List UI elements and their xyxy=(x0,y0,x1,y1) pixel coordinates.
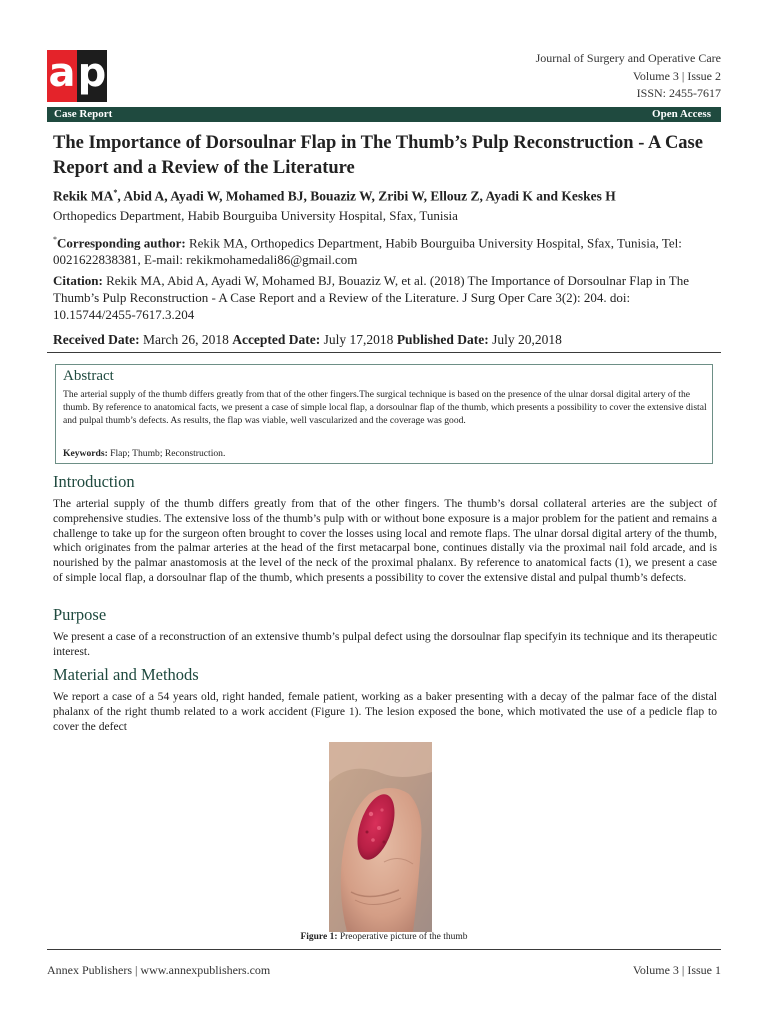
introduction-heading: Introduction xyxy=(53,472,135,491)
article-type-band xyxy=(47,107,721,122)
figure-label: Figure 1: xyxy=(300,932,338,942)
affiliation: Orthopedics Department, Habib Bourguiba University Hospital, Sfax, Tunisia xyxy=(53,208,458,223)
journal-issn: ISSN: 2455-7617 xyxy=(636,86,721,100)
keywords-text: Flap; Thumb; Reconstruction. xyxy=(107,448,226,459)
article-dates xyxy=(53,331,721,349)
other-authors: , Abid A, Ayadi W, Mohamed BJ, Bouaziz W, Zribi W, Ellouz Z, Ayadi K and Keskes H xyxy=(117,188,616,204)
journal-info xyxy=(536,50,721,103)
received-date: March 26, 2018 xyxy=(139,332,233,347)
publisher-logo xyxy=(47,50,107,102)
open-access-label: Open Access xyxy=(652,108,711,120)
methods-heading: Material and Methods xyxy=(53,665,199,684)
corr-label: Corresponding author: xyxy=(57,235,186,251)
preoperative-thumb-photo xyxy=(329,742,432,932)
accepted-label: Accepted Date: xyxy=(232,332,321,347)
keywords xyxy=(63,447,707,460)
keywords-label: Keywords: xyxy=(63,448,108,459)
citation-label: Citation: xyxy=(53,273,103,288)
received-label: Received Date: xyxy=(53,332,140,347)
journal-volume-issue: Volume 3 | Issue 2 xyxy=(632,68,721,83)
accepted-date: July 17,2018 xyxy=(320,332,397,347)
journal-name: Journal of Surgery and Operative Care xyxy=(535,51,721,65)
purpose-text: We present a case of a reconstruction of an extensive thumb’s pulpal defect using the dorsoulnar flap specifyin its technique and its therapeutic interest. xyxy=(53,630,717,658)
author-list xyxy=(53,184,721,206)
citation xyxy=(53,272,713,323)
abstract-text: The arterial supply of the thumb differs greatly from that of the other fingers.The surgical technique is based on the presence of the ulnar dorsal digital artery of the thumb. By reference to anatomical facts, we present a case of simple local flap, a dorsoulnar flap of the thumb, which presents a possibility to cover the extensive distal and pulpal thumb’s defects. As results, the flap was viable, well vascularized and the coverage was good. xyxy=(63,389,707,426)
abstract-heading: Abstract xyxy=(63,368,114,384)
logo-letter-a: a xyxy=(47,50,77,102)
introduction-text: The arterial supply of the thumb differs greatly from that of the other fingers. The thumb’s dorsal collateral arteries are the subject of comprehensive studies. The extensive loss of the thumb’s pulp with or without bone exposure is a major problem for the patient and remains a challenge to take up for the surgeon often brought to cover the losses using local and remote flaps. The ulnar dorsal digital artery of the thumb, which originates from the palmar arteries at the head of the first metacarpal bone, continues distally via the proximal nail fold arcade, and is nourished by the palmar anastomosis at the level of the neck of the proximal phalanx. By reference to anatomical facts (1), we present a case of simple local flap, a dorsoulnar flap of the thumb, which presents a possibility to cover the extensive distal and pulpal thumb’s defects. xyxy=(53,497,717,584)
corr-mark: * xyxy=(53,235,57,244)
figure-caption xyxy=(0,932,768,942)
footer-volume-issue: Volume 3 | Issue 1 xyxy=(632,963,721,977)
corresponding-author xyxy=(53,231,721,268)
logo-letter-p: p xyxy=(77,50,107,102)
header-divider xyxy=(47,352,721,353)
article-title: The Importance of Dorsoulnar Flap in The Thumb’s Pulp Reconstruction - A Case Report and a Review of the Literature xyxy=(53,133,703,178)
footer-divider xyxy=(47,949,721,950)
first-author: Rekik MA xyxy=(53,188,114,204)
corr-text: Rekik MA, Orthopedics Department, Habib Bourguiba University Hospital, Sfax, Tunisia, Tel: 0021622838381, E-mail: rekikmohamedali86@gmail.com xyxy=(53,235,682,268)
published-date: July 20,2018 xyxy=(488,332,562,347)
methods-text: We report a case of a 54 years old, right handed, female patient, working as a baker presenting with a decay of the palmar face of the distal phalanx of the right thumb related to a work accident (Figure 1). The lesion exposed the bone, which motivated the use of a pedicle flap to cover the defect xyxy=(53,690,717,733)
author-mark: * xyxy=(113,188,118,197)
figure-caption-text: Preoperative picture of the thumb xyxy=(337,932,468,942)
purpose-heading: Purpose xyxy=(53,605,107,624)
citation-text: Rekik MA, Abid A, Ayadi W, Mohamed BJ, Bouaziz W, et al. (2018) The Importance of Dorsoulnar Flap in The Thumb’s Pulp Reconstruction - A Case Report and a Review of the Literature. J Surg Oper Care 3(2): 204. doi: 10.15744/2455-7617.3.204 xyxy=(53,273,689,322)
published-label: Published Date: xyxy=(396,332,489,347)
footer-publisher: Annex Publishers | www.annexpublishers.com xyxy=(47,963,271,977)
article-type: Case Report xyxy=(54,108,113,120)
